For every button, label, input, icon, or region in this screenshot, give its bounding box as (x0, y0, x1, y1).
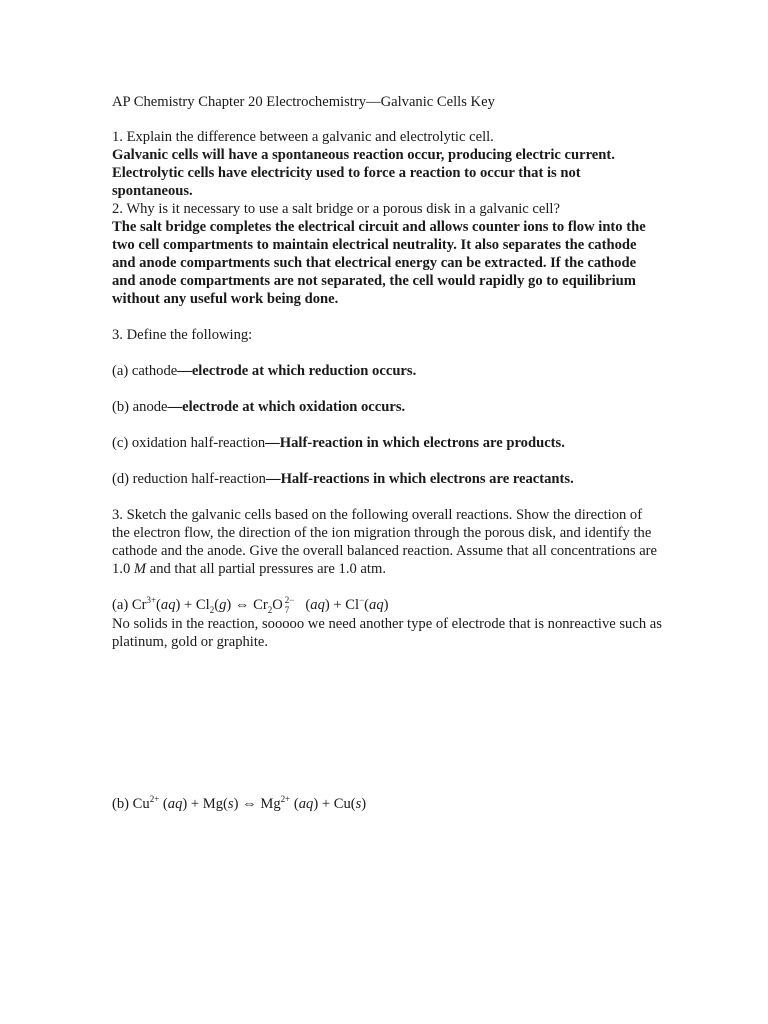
answer-1-line-1: Galvanic cells will have a spontaneous reaction occur, producing electric current. (112, 147, 615, 163)
document-title: AP Chemistry Chapter 20 Electrochemistry—Galvanic Cells Key (112, 94, 495, 110)
reaction-a: (a) $Cr^{3+}(aq) + Cl_2(g)$ ⇔ $Cr_2O$ 2− 7 (aq) + Cl−(aq) (112, 594, 389, 615)
definition-oxidation: (c) oxidation half-reaction—Half-reaction in which electrons are products. (112, 435, 565, 451)
definition-reduction: (d) reduction half-reaction—Half-reactions in which electrons are reactants. (112, 471, 574, 487)
answer-2: The salt bridge completes the electrical circuit and allows counter ions to flow into the two cell compartments to maintain electrical neutrality. It also separates the cathode and anode compartments such that electrical energy can be extracted. If the cathode and anode compartments are not separated, the cell would rapidly go to equilibrium without any useful work being done. (112, 219, 646, 307)
definition-anode: (b) anode—electrode at which oxidation occurs. (112, 399, 406, 415)
document-page (112, 93, 662, 813)
question-2: 2. Why is it necessary to use a salt bridge or a porous disk in a galvanic cell? (112, 201, 560, 217)
answer-1-line-3: spontaneous. (112, 183, 193, 199)
question-1: 1. Explain the difference between a galvanic and electrolytic cell. (112, 129, 494, 145)
reaction-a-note: No solids in the reaction, sooooo we need another type of electrode that is nonreactive such as platinum, gold or graphite. (112, 615, 662, 650)
reaction-b: (b) $Cu^{2+}$ (aq) + Mg(s) ⇔ $Mg^{2+}$ (aq) + Cu(s) (112, 793, 367, 812)
question-3-intro: 3. Define the following: (112, 327, 253, 343)
answer-1-line-2: Electrolytic cells have electricity used to force a reaction to occur that is not (112, 165, 581, 181)
question-4-prompt: 3. Sketch the galvanic cells based on the following overall reactions. Show the direction of the electron flow, the direction of the ion migration through the porous disk, and identify the cathode and the anode. Give the overall balanced reaction. Assume that all concentrations are 1.0 M and that all partial pressures are 1.0 atm. (112, 507, 658, 577)
definition-cathode: (a) cathode—electrode at which reduction occurs. (112, 363, 417, 379)
